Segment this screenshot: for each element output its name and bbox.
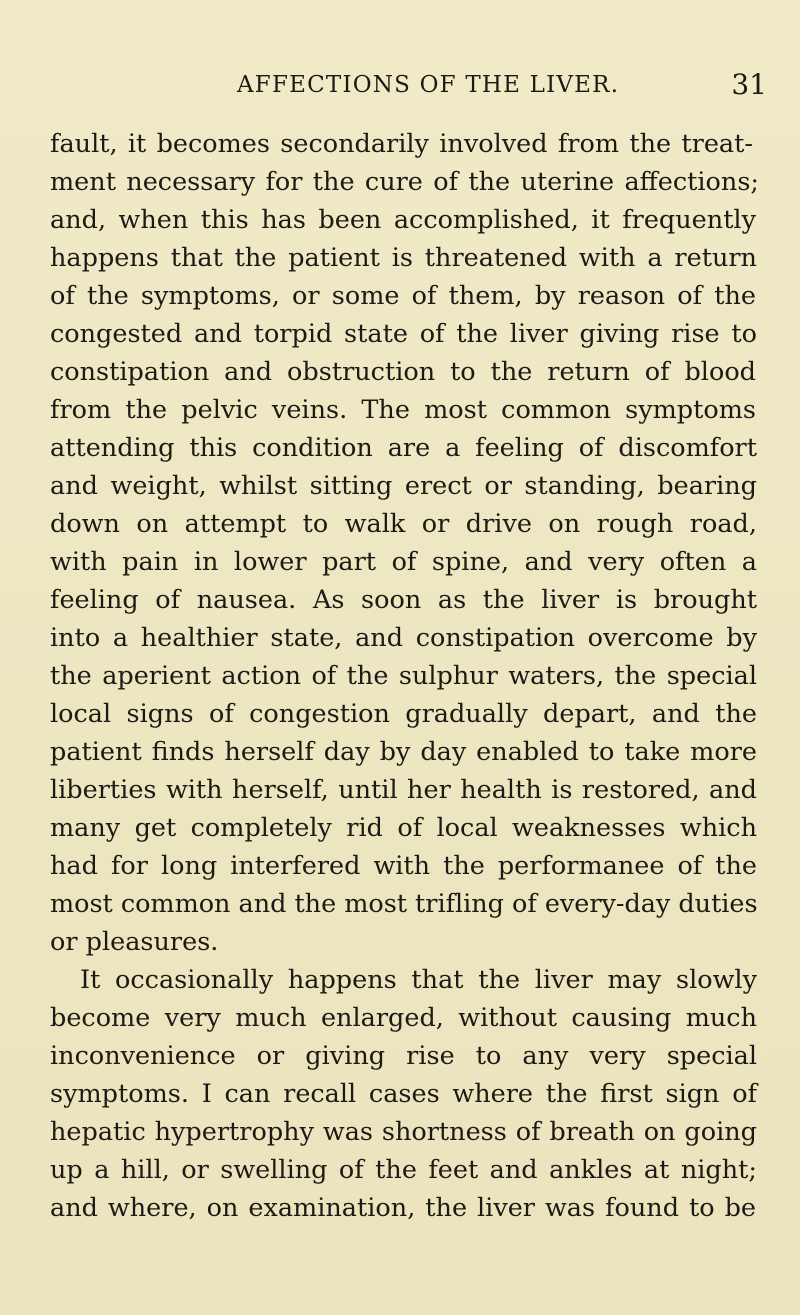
text-line: or pleasures. (50, 927, 219, 957)
text-line: and weight, whilst sitting erect or standing, bearing (50, 471, 757, 501)
text-line: with pain in lower part of spine, and very often a (50, 547, 757, 577)
text-line: attending this condition are a feeling of discomfort (50, 433, 757, 463)
page-number: 31 (731, 68, 767, 101)
text-line: of the symptoms, or some of them, by reason of the (50, 281, 756, 311)
text-line: patient finds herself day by day enabled to take more (50, 737, 757, 767)
text-line: inconvenience or giving rise to any very special (50, 1041, 757, 1071)
text-line: symptoms. I can recall cases where the first sign of (50, 1079, 757, 1109)
text-line: feeling of nausea. As soon as the liver is brought (50, 585, 757, 615)
text-line: hepatic hypertrophy was shortness of breath on going (50, 1117, 757, 1147)
text-line: most common and the most trifling of every-day duties (50, 889, 758, 919)
text-line: local signs of congestion gradually depart, and the (50, 699, 757, 729)
running-head (0, 68, 800, 112)
text-line: and, when this has been accomplished, it frequently (50, 205, 756, 235)
text-line: up a hill, or swelling of the feet and ankles at night; (50, 1155, 757, 1185)
text-line: constipation and obstruction to the return of blood (50, 357, 756, 387)
text-line: It occasionally happens that the liver may slowly (80, 965, 757, 995)
text-line: the aperient action of the sulphur waters, the special (50, 661, 757, 691)
text-line: into a healthier state, and constipation overcome by (50, 623, 757, 653)
text-line: many get completely rid of local weaknesses which (50, 813, 757, 843)
text-line: and where, on examination, the liver was found to be (50, 1193, 756, 1223)
text-line: down on attempt to walk or drive on rough road, (50, 509, 757, 539)
text-line: had for long interfered with the performanee of the (50, 851, 757, 881)
text-line: become very much enlarged, without causing much (50, 1003, 757, 1033)
text-line: ment necessary for the cure of the uterine affections; (50, 167, 759, 197)
text-line: liberties with herself, until her health is restored, and (50, 775, 757, 805)
text-line: happens that the patient is threatened with a return (50, 243, 757, 273)
text-line: from the pelvic veins. The most common symptoms (50, 395, 756, 425)
running-title: AFFECTIONS OF THE LIVER. (237, 72, 620, 98)
text-line: congested and torpid state of the liver giving rise to (50, 319, 757, 349)
text-line: fault, it becomes secondarily involved from the treat- (50, 129, 753, 159)
